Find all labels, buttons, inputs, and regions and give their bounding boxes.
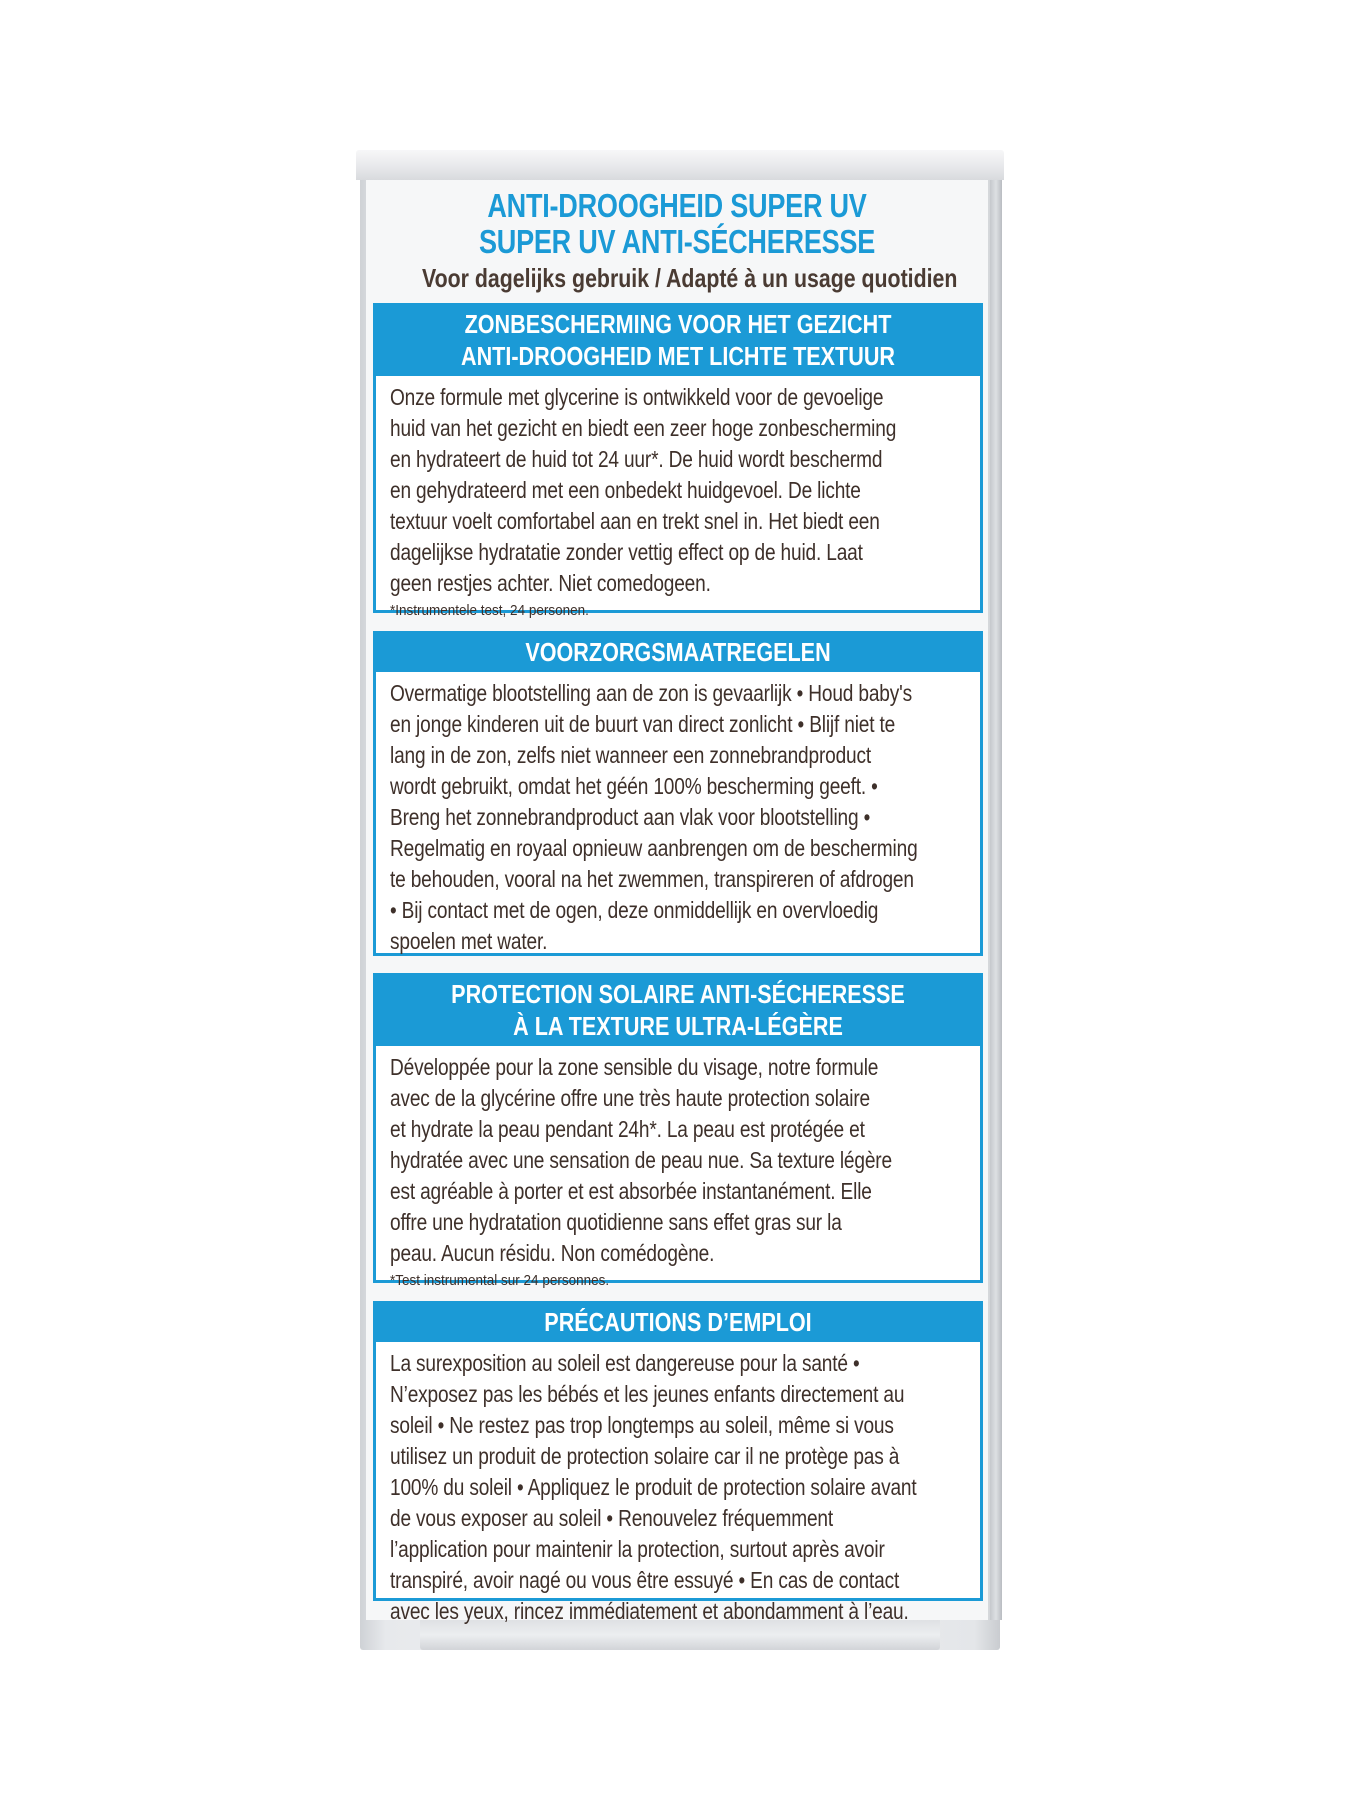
text-line: hydratée avec une sensation de peau nue. Sa texture légère xyxy=(390,1147,892,1173)
text-line: La surexposition au soleil est dangereuse pour la santé • xyxy=(390,1350,860,1376)
text-line: l’application pour maintenir la protection, surtout après avoir xyxy=(390,1536,885,1562)
panel-precautions-nl xyxy=(373,631,983,956)
text-line: Onze formule met glycerine is ontwikkeld voor de gevoelige xyxy=(390,384,884,410)
package-header xyxy=(421,187,958,294)
text-line: est agréable à porter et est absorbée instantanément. Elle xyxy=(390,1178,872,1204)
text-line: lang in de zon, zelfs niet wanneer een zonnebrandproduct xyxy=(390,742,872,768)
heading-line: VOORZORGSMAATREGELEN xyxy=(525,637,831,667)
panel-paragraph xyxy=(390,1348,966,1627)
footnote: *Test instrumental sur 24 personnes. xyxy=(390,1272,610,1289)
text-line: de vous exposer au soleil • Renouvelez fréquemment xyxy=(390,1505,834,1531)
text-line: textuur voelt comfortabel aan en trekt snel in. Het biedt een xyxy=(390,508,880,534)
text-line: Breng het zonnebrandproduct aan vlak voor blootstelling • xyxy=(390,804,871,830)
text-line: Développée pour la zone sensible du visage, notre formule xyxy=(390,1054,879,1080)
text-line: Regelmatig en royaal opnieuw aanbrengen om de bescherming xyxy=(390,835,918,861)
text-line: geen restjes achter. Niet comedogeen. xyxy=(390,570,711,596)
carton-top-flap xyxy=(356,150,1004,180)
title-french: SUPER UV ANTI-SÉCHERESSE xyxy=(478,223,876,260)
panel-heading xyxy=(376,634,980,672)
title-dutch: ANTI-DROOGHEID SUPER UV xyxy=(487,187,867,224)
text-line: soleil • Ne restez pas trop longtemps au soleil, même si vous xyxy=(390,1412,894,1438)
panel-heading xyxy=(376,976,980,1046)
panel-paragraph xyxy=(390,382,966,599)
text-line: peau. Aucun résidu. Non comédogène. xyxy=(390,1240,715,1266)
heading-line: ZONBESCHERMING VOOR HET GEZICHT xyxy=(464,309,892,339)
panel-paragraph xyxy=(390,1052,966,1269)
panel-body xyxy=(376,1046,980,1295)
panel-body xyxy=(376,376,980,625)
panel-description-nl xyxy=(373,303,983,619)
text-line: huid van het gezicht en biedt een zeer hoge zonbescherming xyxy=(390,415,897,441)
text-line: 100% du soleil • Appliquez le produit de protection solaire avant xyxy=(390,1474,917,1500)
text-line: transpiré, avoir nagé ou vous être essuyé • En cas de contact xyxy=(390,1567,900,1593)
text-line: en jonge kinderen uit de buurt van direct zonlicht • Blijf niet te xyxy=(390,711,896,737)
footnote: *Instrumentele test, 24 personen. xyxy=(390,602,589,619)
heading-line: ANTI-DROOGHEID MET LICHTE TEXTUUR xyxy=(461,341,895,371)
text-line: N’exposez pas les bébés et les jeunes enfants directement au xyxy=(390,1381,905,1407)
text-line: wordt gebruikt, omdat het géén 100% bescherming geeft. • xyxy=(390,773,878,799)
text-line: utilisez un produit de protection solaire car il ne protège pas à xyxy=(390,1443,900,1469)
text-line: et hydrate la peau pendant 24h*. La peau est protégée et xyxy=(390,1116,865,1142)
text-line: avec de la glycérine offre une très haute protection solaire xyxy=(390,1085,870,1111)
panel-precautions-fr xyxy=(373,1301,983,1624)
text-line: en gehydrateerd met een onbedekt huidgevoel. De lichte xyxy=(390,477,861,503)
heading-line: À LA TEXTURE ULTRA-LÉGÈRE xyxy=(513,1011,843,1041)
heading-line: PRÉCAUTIONS D’EMPLOI xyxy=(544,1307,812,1337)
panel-heading xyxy=(376,1304,980,1342)
carton-side-edge xyxy=(990,180,1002,1620)
heading-line: PROTECTION SOLAIRE ANTI-SÉCHERESSE xyxy=(451,979,905,1009)
text-line: te behouden, vooral na het zwemmen, transpireren of afdrogen xyxy=(390,866,914,892)
panel-description-fr xyxy=(373,973,983,1289)
usage-subtitle: Voor dagelijks gebruik / Adapté à un usage quotidien xyxy=(421,263,958,293)
panel-body xyxy=(376,1342,980,1631)
text-line: dagelijkse hydratatie zonder vettig effect op de huid. Laat xyxy=(390,539,863,565)
panel-heading xyxy=(376,306,980,376)
text-line: en hydrateert de huid tot 24 uur*. De huid wordt beschermd xyxy=(390,446,883,472)
panel-body xyxy=(376,672,980,961)
text-line: spoelen met water. xyxy=(390,928,548,954)
text-line: offre une hydratation quotidienne sans effet gras sur la xyxy=(390,1209,842,1235)
text-line: avec les yeux, rincez immédiatement et abondamment à l’eau. xyxy=(390,1598,909,1624)
text-line: • Bij contact met de ogen, deze onmiddellijk en overvloedig xyxy=(390,897,879,923)
panel-paragraph xyxy=(390,678,966,957)
text-line: Overmatige blootstelling aan de zon is gevaarlijk • Houd baby's xyxy=(390,680,912,706)
